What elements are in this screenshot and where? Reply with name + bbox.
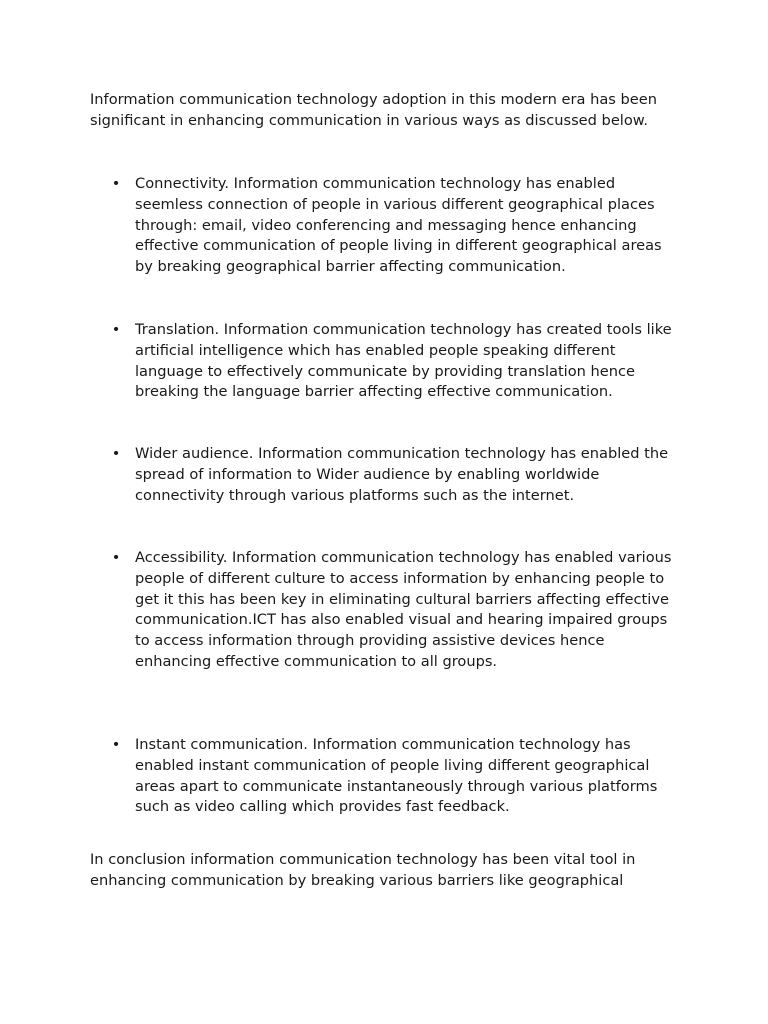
intro-paragraph: Information communication technology adoption in this modern era has been significant in enhancing communication in various ways as discussed below.	[90, 91, 657, 129]
bullet-icon: •	[111, 175, 121, 192]
bullet-text: Wider audience. Information communication technology has enabled the spread of information to Wider audience by enabling worldwide connectivity through various platforms such as the internet.	[135, 445, 669, 504]
bullet-icon: •	[111, 445, 121, 462]
conclusion-paragraph: In conclusion information communication technology has been vital tool in enhancing communication by breaking various barriers like geographical	[90, 851, 636, 889]
bullet-icon: •	[111, 736, 121, 753]
bullet-text: Translation. Information communication technology has created tools like artificial intelligence which has enabled people speaking different language to effectively communicate by providing translation hence breaking the language barrier affecting effective communication.	[135, 321, 672, 401]
bullet-icon: •	[111, 549, 121, 566]
bullet-text: Instant communication. Information communication technology has enabled instant communication of people living different geographical areas apart to communicate instantaneously through various platforms such as video calling which provides fast feedback.	[135, 736, 658, 816]
bullet-text: Accessibility. Information communication technology has enabled various people of different culture to access information by enhancing people to get it this has been key in eliminating cultural barriers affecting effective communication.ICT has also enabled visual and hearing impaired groups to access information through providing assistive devices hence enhancing effective communication to all groups.	[135, 549, 672, 670]
bullet-text: Connectivity. Information communication technology has enabled seemless connection of people in various different geographical places through: email, video conferencing and messaging hence enhancing effective communication of people living in different geographical areas by breaking geographical barrier affecting communication.	[135, 175, 662, 276]
bullet-icon: •	[111, 321, 121, 338]
